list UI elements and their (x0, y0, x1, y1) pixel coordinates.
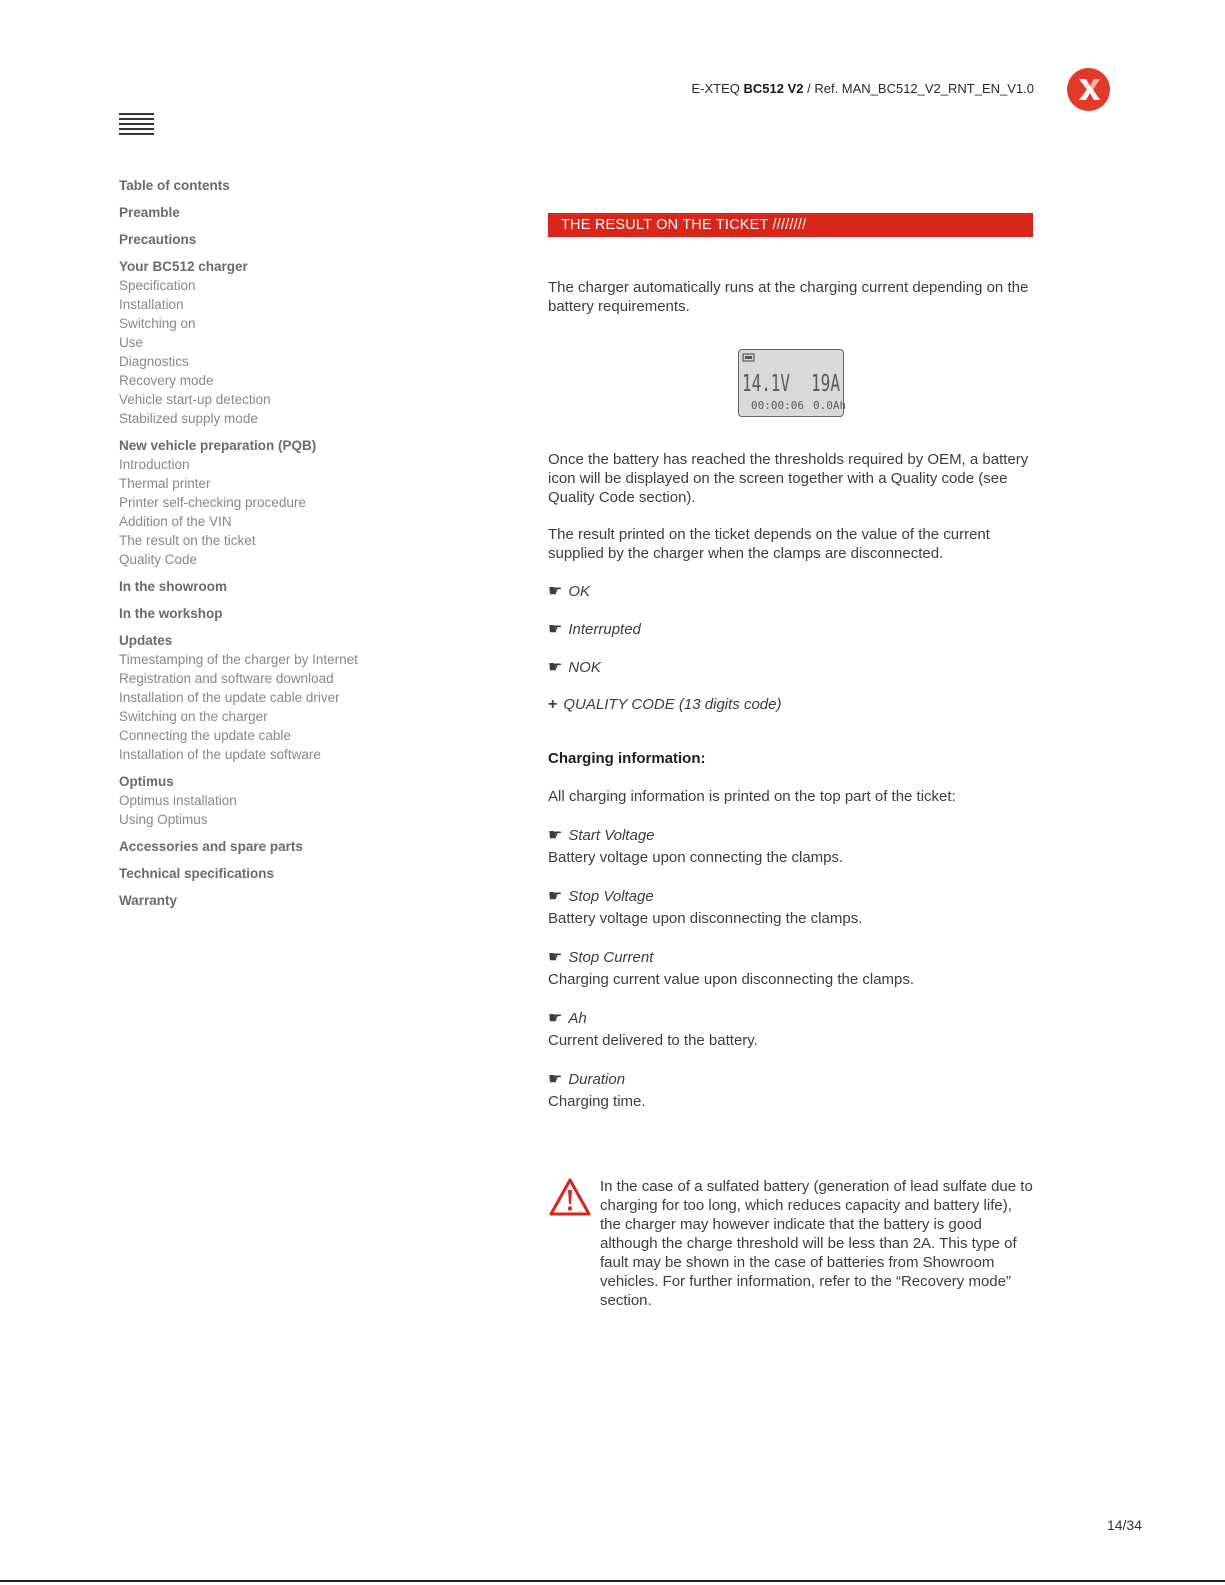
info-item-start-voltage (548, 826, 1033, 867)
toc-item-diagnostics[interactable]: Diagnostics (119, 354, 189, 369)
toc-table-of-contents[interactable]: Table of contents (119, 178, 230, 193)
toc-item-recovery-mode[interactable]: Recovery mode (119, 373, 214, 388)
toc-accessories[interactable]: Accessories and spare parts (119, 839, 303, 854)
pointing-hand-icon: ☛ (548, 888, 563, 905)
lcd-time: 00:00:06 (750, 399, 804, 412)
toc-new-vehicle-preparation[interactable]: New vehicle preparation (PQB) (119, 438, 317, 453)
toc-item-result-ticket[interactable]: The result on the ticket (119, 533, 256, 548)
warning-triangle-icon (548, 1177, 592, 1217)
toc-optimus[interactable]: Optimus (119, 774, 174, 789)
info-description: Battery voltage upon disconnecting the clamps. (548, 910, 863, 927)
toc-precautions[interactable]: Precautions (119, 232, 197, 247)
toc-item-using-optimus[interactable]: Using Optimus (119, 812, 208, 827)
lcd-readout (739, 350, 846, 416)
table-of-contents (119, 176, 419, 910)
page-number: 14/34 (1106, 1517, 1142, 1533)
warning-text: In the case of a sulfated battery (generation of lead sulfate due to charging for too long, which reduces capacity and battery life), the charger may however indicate that the battery is good although the charge threshold will be less than 2A. This type of fault may be shown in the case of batteries from Showroom vehicles. For further information, refer to the “Recovery mode” section. (600, 1178, 1033, 1309)
intro-paragraph: The charger automatically runs at the charging current depending on the battery requirements. (548, 279, 1029, 315)
info-label: Start Voltage (568, 827, 655, 844)
lcd-current: 19A (810, 371, 840, 397)
toc-item-quality-code[interactable]: Quality Code (119, 552, 198, 567)
quality-code-item: + QUALITY CODE (13 digits code) (548, 696, 782, 713)
toc-updates[interactable]: Updates (119, 633, 173, 648)
document-reference (600, 81, 1034, 96)
toc-technical-specs[interactable]: Technical specifications (119, 866, 275, 881)
toc-item-specification[interactable]: Specification (119, 278, 196, 293)
pointing-hand-icon: ☛ (548, 621, 563, 638)
toc-item-introduction[interactable]: Introduction (119, 457, 190, 472)
result-item-ok: ☛ OK (548, 583, 591, 600)
charging-info-intro: All charging information is printed on the top part of the ticket: (548, 788, 956, 805)
toc-showroom[interactable]: In the showroom (119, 579, 227, 594)
toc-item-printer-self-check[interactable]: Printer self-checking procedure (119, 495, 306, 510)
result-item-interrupted: ☛ Interrupted (548, 621, 641, 638)
hamburger-menu-icon[interactable] (119, 113, 154, 137)
pointing-hand-icon: ☛ (548, 583, 563, 600)
pointing-hand-icon: ☛ (548, 1071, 563, 1088)
result-item-nok: ☛ NOK (548, 659, 601, 676)
info-label: Stop Voltage (568, 888, 654, 905)
main-content (548, 213, 1033, 1310)
info-description: Current delivered to the battery. (548, 1032, 758, 1049)
info-item-ah (548, 1009, 1033, 1050)
toc-item-installation[interactable]: Installation (119, 297, 184, 312)
toc-item-vehicle-startup[interactable]: Vehicle start-up detection (119, 392, 271, 407)
ticket-result-paragraph: The result printed on the ticket depends on the value of the current supplied by the charger when the clamps are disconnected. (548, 526, 990, 562)
x-logo-icon (1067, 68, 1110, 111)
toc-item-thermal-printer[interactable]: Thermal printer (119, 476, 211, 491)
info-item-stop-voltage (548, 887, 1033, 928)
lcd-screen (738, 349, 844, 417)
lcd-display-figure (548, 349, 1033, 417)
model-name: BC512 V2 (743, 81, 804, 96)
toc-item-stabilized-supply[interactable]: Stabilized supply mode (119, 411, 258, 426)
info-description: Battery voltage upon connecting the clamps. (548, 849, 844, 866)
toc-preamble[interactable]: Preamble (119, 205, 180, 220)
info-label: Ah (568, 1010, 587, 1027)
toc-item-switching-charger[interactable]: Switching on the charger (119, 709, 268, 724)
toc-item-use[interactable]: Use (119, 335, 144, 350)
pointing-hand-icon: ☛ (548, 827, 563, 844)
info-item-stop-current (548, 948, 1033, 989)
pointing-hand-icon: ☛ (548, 949, 563, 966)
info-label: Duration (568, 1071, 626, 1088)
pointing-hand-icon: ☛ (548, 1010, 563, 1027)
section-banner: THE RESULT ON THE TICKET //////// (548, 213, 1033, 237)
lcd-ah: 0.0Ah (812, 399, 846, 412)
footer-divider (0, 1580, 1225, 1582)
toc-item-registration[interactable]: Registration and software download (119, 671, 334, 686)
plus-icon: + (548, 696, 558, 713)
toc-item-connecting-cable[interactable]: Connecting the update cable (119, 728, 291, 743)
toc-item-cable-driver[interactable]: Installation of the update cable driver (119, 690, 340, 705)
info-description: Charging current value upon disconnecting the clamps. (548, 971, 915, 988)
toc-your-charger[interactable]: Your BC512 charger (119, 259, 248, 274)
lcd-voltage: 14.1V (741, 371, 790, 397)
toc-item-optimus-installation[interactable]: Optimus installation (119, 793, 237, 808)
toc-item-update-software[interactable]: Installation of the update software (119, 747, 321, 762)
brand-name: E-XTEQ (691, 81, 740, 96)
charging-info-heading: Charging information: (548, 750, 706, 767)
threshold-paragraph: Once the battery has reached the thresholds required by OEM, a battery icon will be displayed on the screen together with a Quality code (see Quality Code section). (548, 451, 1029, 506)
toc-workshop[interactable]: In the workshop (119, 606, 223, 621)
toc-item-addition-vin[interactable]: Addition of the VIN (119, 514, 232, 529)
toc-warranty[interactable]: Warranty (119, 893, 178, 908)
info-label: Stop Current (568, 949, 654, 966)
warning-note (548, 1177, 1033, 1310)
toc-item-timestamping[interactable]: Timestamping of the charger by Internet (119, 652, 358, 667)
pointing-hand-icon: ☛ (548, 659, 563, 676)
info-description: Charging time. (548, 1093, 646, 1110)
toc-item-switching-on[interactable]: Switching on (119, 316, 196, 331)
info-item-duration (548, 1070, 1033, 1111)
reference-code: / Ref. MAN_BC512_V2_RNT_EN_V1.0 (807, 81, 1034, 96)
